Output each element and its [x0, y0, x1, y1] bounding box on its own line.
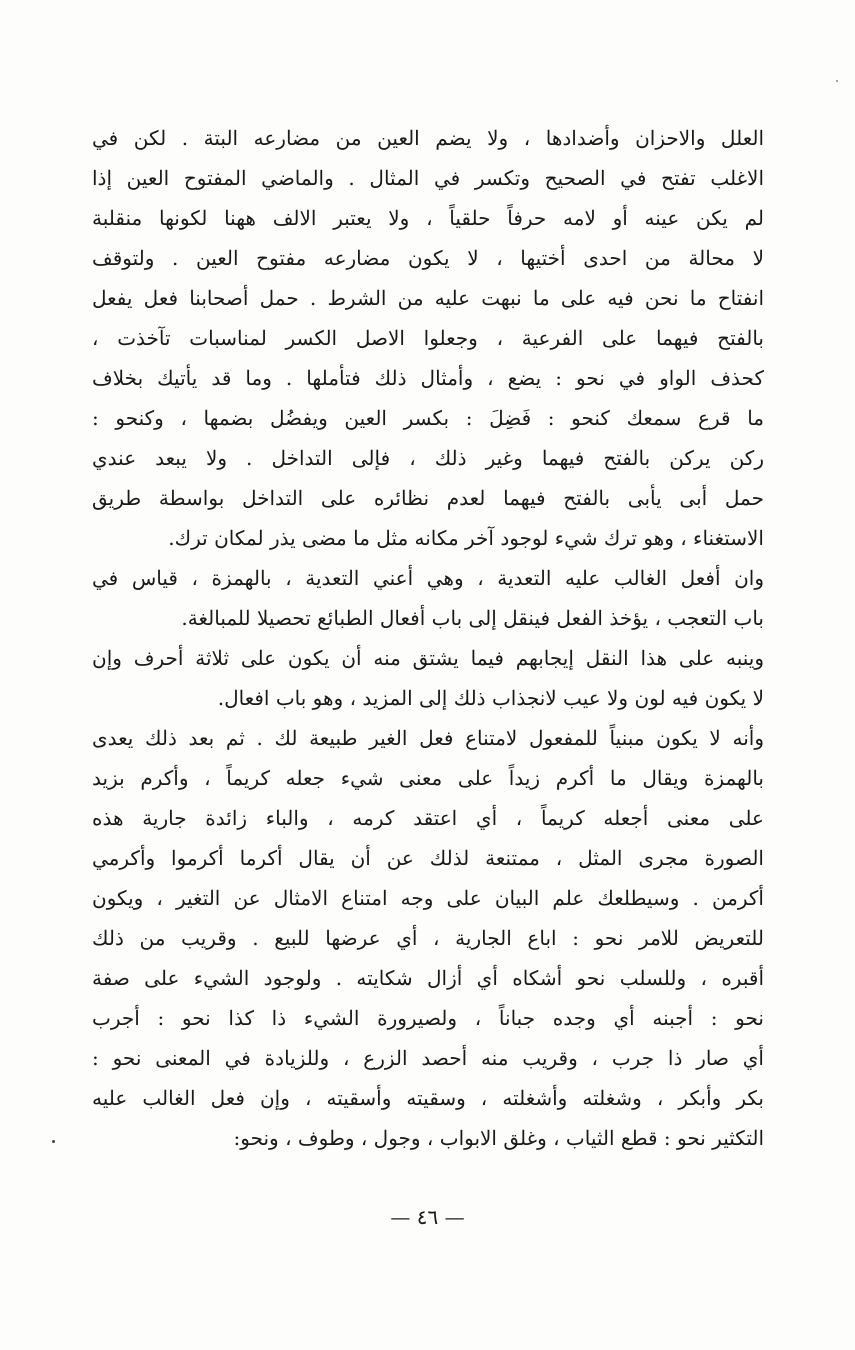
text-line: الصورة مجرى المثل ، ممتنعة لذلك عن أن يقال أكرما أكرموا وأكرمي	[92, 846, 764, 870]
text-line: لم يكن عينه أو لامه حرفاً حلقياً ، ولا يعتبر الالف ههنا لكونها منقلبة	[92, 206, 764, 230]
text-line: لا يكون فيه لون ولا عيب لانجذاب ذلك إلى المزيد ، وهو باب افعال.	[217, 686, 764, 710]
text-line: أقبره ، وللسلب نحو أشكاه أي أزال شكايته . ولوجود الشيء على صفة	[92, 966, 764, 990]
page-number: — ٤٦ —	[390, 1205, 465, 1229]
text-line: للتعريض للامر نحو : اباع الجارية ، أي عرضها للبيع . وقريب من ذلك	[92, 926, 764, 950]
text-line: أكرمن . وسيطلعك علم البيان على وجه امتناع الامثال عن التغير ، ويكون	[92, 886, 764, 910]
text-line: بكر وأبكر ، وشغلته وأشغلته ، وسقيته وأسقيته ، وإن فعل الغالب عليه	[92, 1086, 764, 1110]
text-line: التكثير نحو : قطع الثياب ، وغلق الابواب ، وجول ، وطوف ، ونحو:	[233, 1126, 764, 1150]
text-line: الاغلب تفتح في الصحيح وتكسر في المثال . والماضي المفتوح العين إذا	[92, 166, 764, 190]
text-line: انفتاح ما نحن فيه على ما نبهت عليه من الشرط . حمل أصحابنا فعل يفعل	[92, 286, 764, 310]
text-line: باب التعجب ، يؤخذ الفعل فينقل إلى باب أفعال الطبائع تحصيلا للمبالغة.	[181, 606, 764, 630]
text-line: وان أفعل الغالب عليه التعدية ، وهي أعني التعدية ، بالهمزة ، قياس في	[92, 566, 764, 590]
scan-speck	[836, 80, 838, 82]
text-line: على معنى أجعله كريماً ، أي اعتقد كرمه ، والباء زائدة جارية هذه	[92, 806, 764, 830]
text-line: حمل أبى يأبى بالفتح فيهما لعدم نظائره على التداخل بواسطة طريق	[92, 486, 764, 510]
text-line: ما قرع سمعك كنحو : فَضِلَ : بكسر العين ويفضُل بضمها ، وكنحو :	[92, 406, 764, 430]
text-line: الاستغناء ، وهو ترك شيء لوجود آخر مكانه مثل ما مضى يذر لمكان ترك.	[168, 526, 764, 550]
text-line: أي صار ذا جرب ، وقريب منه أحصد الزرع ، وللزيادة في المعنى نحو :	[92, 1046, 764, 1070]
text-line: ركن يركن بالفتح فيهما وغير ذلك ، فإلى التداخل . ولا يبعد عندي	[92, 446, 764, 470]
text-line: وأنه لا يكون مبنياً للمفعول لامتناع فعل الغير طبيعة لك . ثم بعد ذلك يعدى	[92, 726, 764, 750]
text-line: بالهمزة ويقال ما أكرم زيداً على معنى شيء جعله كريماً ، وأكرم بزيد	[92, 766, 764, 790]
text-line: العلل والاحزان وأضدادها ، ولا يضم العين من مضارعه البتة . لكن في	[92, 126, 764, 150]
text-line: لا محالة من احدى أختيها ، لا يكون مضارعه مفتوح العين . ولتوقف	[92, 246, 764, 270]
text-line: نحو : أجبنه أي وجده جباناً ، ولصيرورة الشيء ذا كذا نحو : أجرب	[92, 1006, 764, 1030]
text-line: كحذف الواو في نحو : يضع ، وأمثال ذلك فتأملها . وما قد يأتيك بخلاف	[92, 366, 764, 390]
body-text	[92, 118, 764, 1158]
text-line: بالفتح فيهما على الفرعية ، وجعلوا الاصل الكسر لمناسبات تآخذت ،	[92, 326, 764, 350]
text-line: وينبه على هذا النقل إيجابهم فيما يشتق منه أن يكون على ثلاثة أحرف وإن	[92, 646, 764, 670]
scan-speck	[52, 1140, 55, 1143]
